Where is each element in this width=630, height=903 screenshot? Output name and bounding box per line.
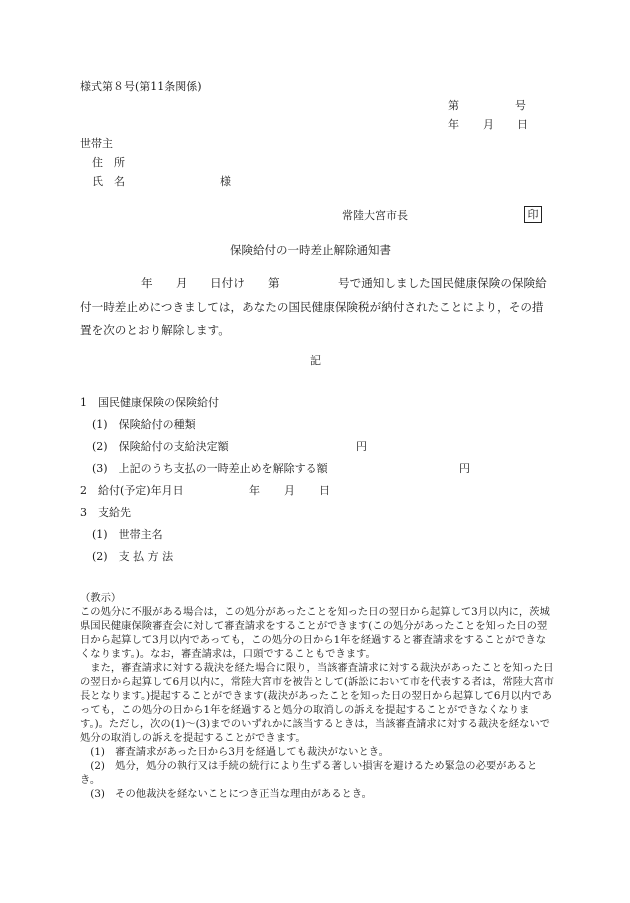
address-label: 住 所 [92,156,125,169]
intro-go-text: 号で通知しました国民健康保険の保険給 [338,276,547,290]
intro-date-suffix: 日付け [210,276,245,290]
item-3-1: (1) 世帯主名 [92,528,163,541]
date-year: 年 [448,118,459,131]
name-label: 氏 名 [92,175,125,188]
item-1-2-unit: 円 [356,440,367,453]
item-1-3: (3) 上記のうち支払の一時差止めを解除する額 [92,462,328,475]
intro-line-2: 付一時差止めにつきましては，あなたの国民健康保険税が納付されたことにより，その措 [80,300,544,314]
doc-number-go: 号 [515,99,526,112]
item-2-year: 年 [249,484,260,497]
ki-mark: 記 [310,354,321,367]
item-1: 1 国民健康保険の保険給付 [80,396,219,409]
intro-dai: 第 [268,276,280,290]
seal-mark: 印 [524,206,542,223]
intro-line-3: 置を次のとおり解除します。 [80,323,230,337]
doc-number-dai: 第 [448,99,459,112]
item-2-month: 月 [284,484,295,497]
issuer-name: 常陸大宮市長 [342,209,408,222]
item-1-2: (2) 保険給付の支給決定額 [92,440,229,453]
notice-paragraph-1: この処分に不服がある場合は，この処分があったことを知った日の翌日から起算して3月以内に，茨城県国民健康保険審査会に対して審査請求をすることができます(この処分があったことを知った日の翌日から起算して3月以内であっても，この処分の日から1年を経過すると審査請求をすることができなくなります。)。なお，審査請求は，口頭ですることもできます。 [80,606,550,660]
item-2: 2 給付(予定)年月日 [80,484,184,497]
honorific: 様 [220,175,231,188]
item-1-3-unit: 円 [459,462,470,475]
notice-condition-1: (1) 審査請求があった日から3月を経過しても裁決がないとき。 [90,746,389,758]
notice-paragraph-2: また，審査請求に対する裁決を経た場合に限り，当該審査請求に対する裁決があったことを知った日の翌日から起算して6月以内に，常陸大宮市を被告として(訴訟において市を代表する者は，常陸大宮市長となります。)提起することができます(裁決があったことを知った日の翌日から起算して6月以内であっても，この処分の日から1年を経過すると処分の取消しの訴えを提起することができなくなります。)。ただし，次の(1)～(3)までのいずれかに該当するときは，当該審査請求に対する裁決を経ないで処分の取消しの訴えを提起することができます。 [80,662,554,744]
notice-heading: （教示） [80,592,122,604]
intro-year: 年 [141,276,153,290]
item-2-day: 日 [319,484,330,497]
date-day: 日 [517,118,528,131]
item-3-2: (2) 支 払 方 法 [92,550,174,563]
notice-condition-2: (2) 処分，処分の執行又は手続の続行により生ずる著しい損害を避けるため緊急の必要があるとき。 [80,760,538,786]
item-3: 3 支給先 [80,506,131,519]
notice-condition-3: (3) その他裁決を経ないことにつき正当な理由があるとき。 [90,788,372,800]
form-label: 様式第８号(第11条関係) [80,80,202,93]
notice-block [80,591,555,801]
intro-month: 月 [176,276,188,290]
date-month: 月 [483,118,494,131]
recipient-heading: 世帯主 [80,137,113,150]
item-1-1: (1) 保険給付の種類 [92,418,196,431]
document-title: 保険給付の一時差止解除通知書 [230,243,391,257]
